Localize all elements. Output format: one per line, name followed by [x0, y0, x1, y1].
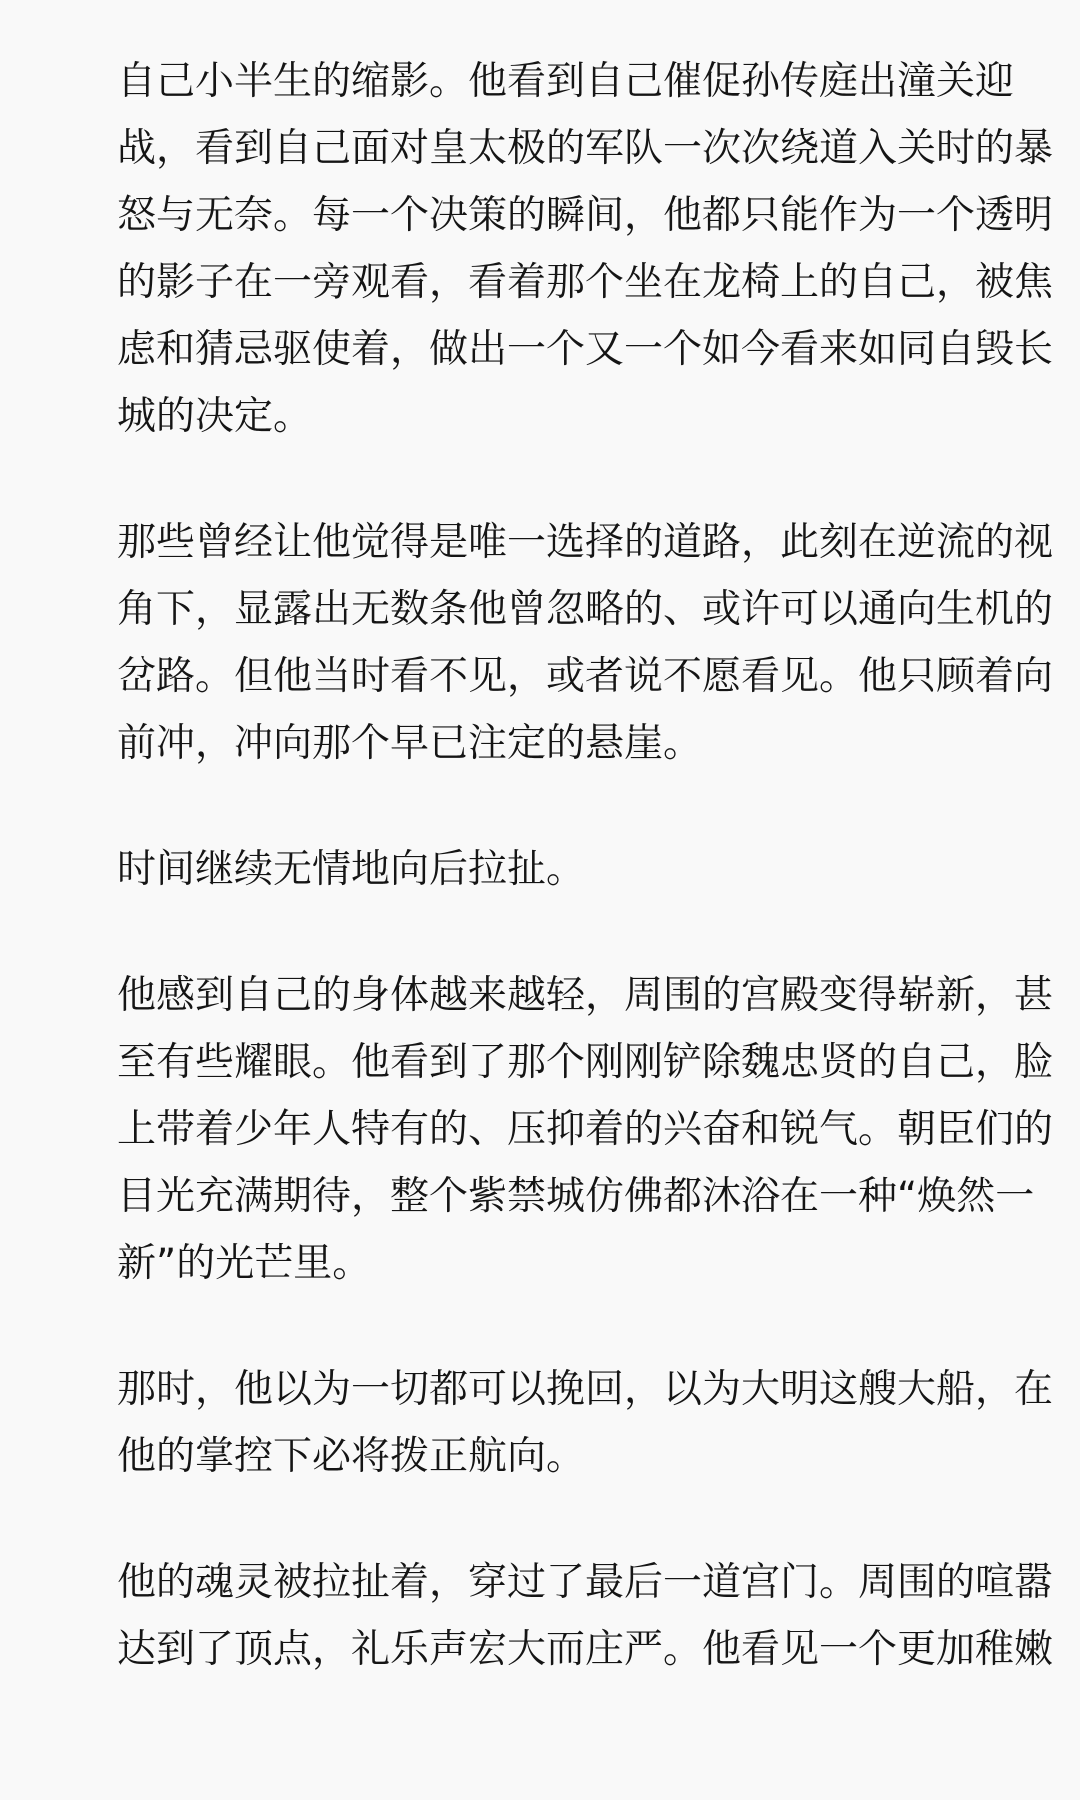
text-line: 城的决定。 [117, 394, 313, 439]
text-line: 前冲，冲向那个早已注定的悬崖。 [117, 721, 703, 766]
paragraph-3 [117, 836, 1022, 903]
text-line: 时间继续无情地向后拉扯。 [117, 847, 586, 892]
text-line: 新”的光芒里。 [117, 1241, 372, 1286]
paragraph-spacer [117, 450, 1022, 509]
paragraph-5 [117, 1356, 1054, 1490]
text-line: 怒与无奈。每一个决策的瞬间，他都只能作为一个透明 [117, 193, 1054, 238]
text-line: 的影子在一旁观看，看着那个坐在龙椅上的自己，被焦 [117, 260, 1054, 305]
text-line: 战，看到自己面对皇太极的军队一次次绕道入关时的暴 [117, 126, 1054, 171]
paragraph-spacer [117, 1297, 1022, 1356]
text-line: 自己小半生的缩影。他看到自己催促孙传庭出潼关迎 [117, 59, 1015, 104]
text-line: 虑和猜忌驱使着，做出一个又一个如今看来如同自毁长 [117, 327, 1054, 372]
text-line: 那时，他以为一切都可以挽回，以为大明这艘大船，在 [117, 1367, 1054, 1412]
paragraph-spacer [117, 1490, 1022, 1549]
text-line: 岔路。但他当时看不见，或者说不愿看见。他只顾着向 [117, 654, 1054, 699]
text-line: 他的掌控下必将拨正航向。 [117, 1434, 586, 1479]
text-line: 他感到自己的身体越来越轻，周围的宫殿变得崭新，甚 [117, 973, 1054, 1018]
paragraph-2 [117, 509, 1054, 777]
paragraph-1 [117, 48, 1054, 450]
paragraph-spacer [117, 903, 1022, 962]
text-line: 他的魂灵被拉扯着，穿过了最后一道宫门。周围的喧嚣 [117, 1560, 1054, 1605]
paragraph-6 [117, 1549, 1054, 1683]
text-line: 角下，显露出无数条他曾忽略的、或许可以通向生机的 [117, 587, 1054, 632]
text-line: 达到了顶点，礼乐声宏大而庄严。他看见一个更加稚嫩 [117, 1627, 1054, 1672]
text-line: 那些曾经让他觉得是唯一选择的道路，此刻在逆流的视 [117, 520, 1054, 565]
text-line: 上带着少年人特有的、压抑着的兴奋和锐气。朝臣们的 [117, 1107, 1054, 1152]
text-line: 至有些耀眼。他看到了那个刚刚铲除魏忠贤的自己，脸 [117, 1040, 1054, 1085]
text-line: 目光充满期待，整个紫禁城仿佛都沐浴在一种“焕然一 [117, 1174, 1035, 1219]
paragraph-4 [117, 962, 1054, 1297]
paragraph-spacer [117, 777, 1022, 836]
